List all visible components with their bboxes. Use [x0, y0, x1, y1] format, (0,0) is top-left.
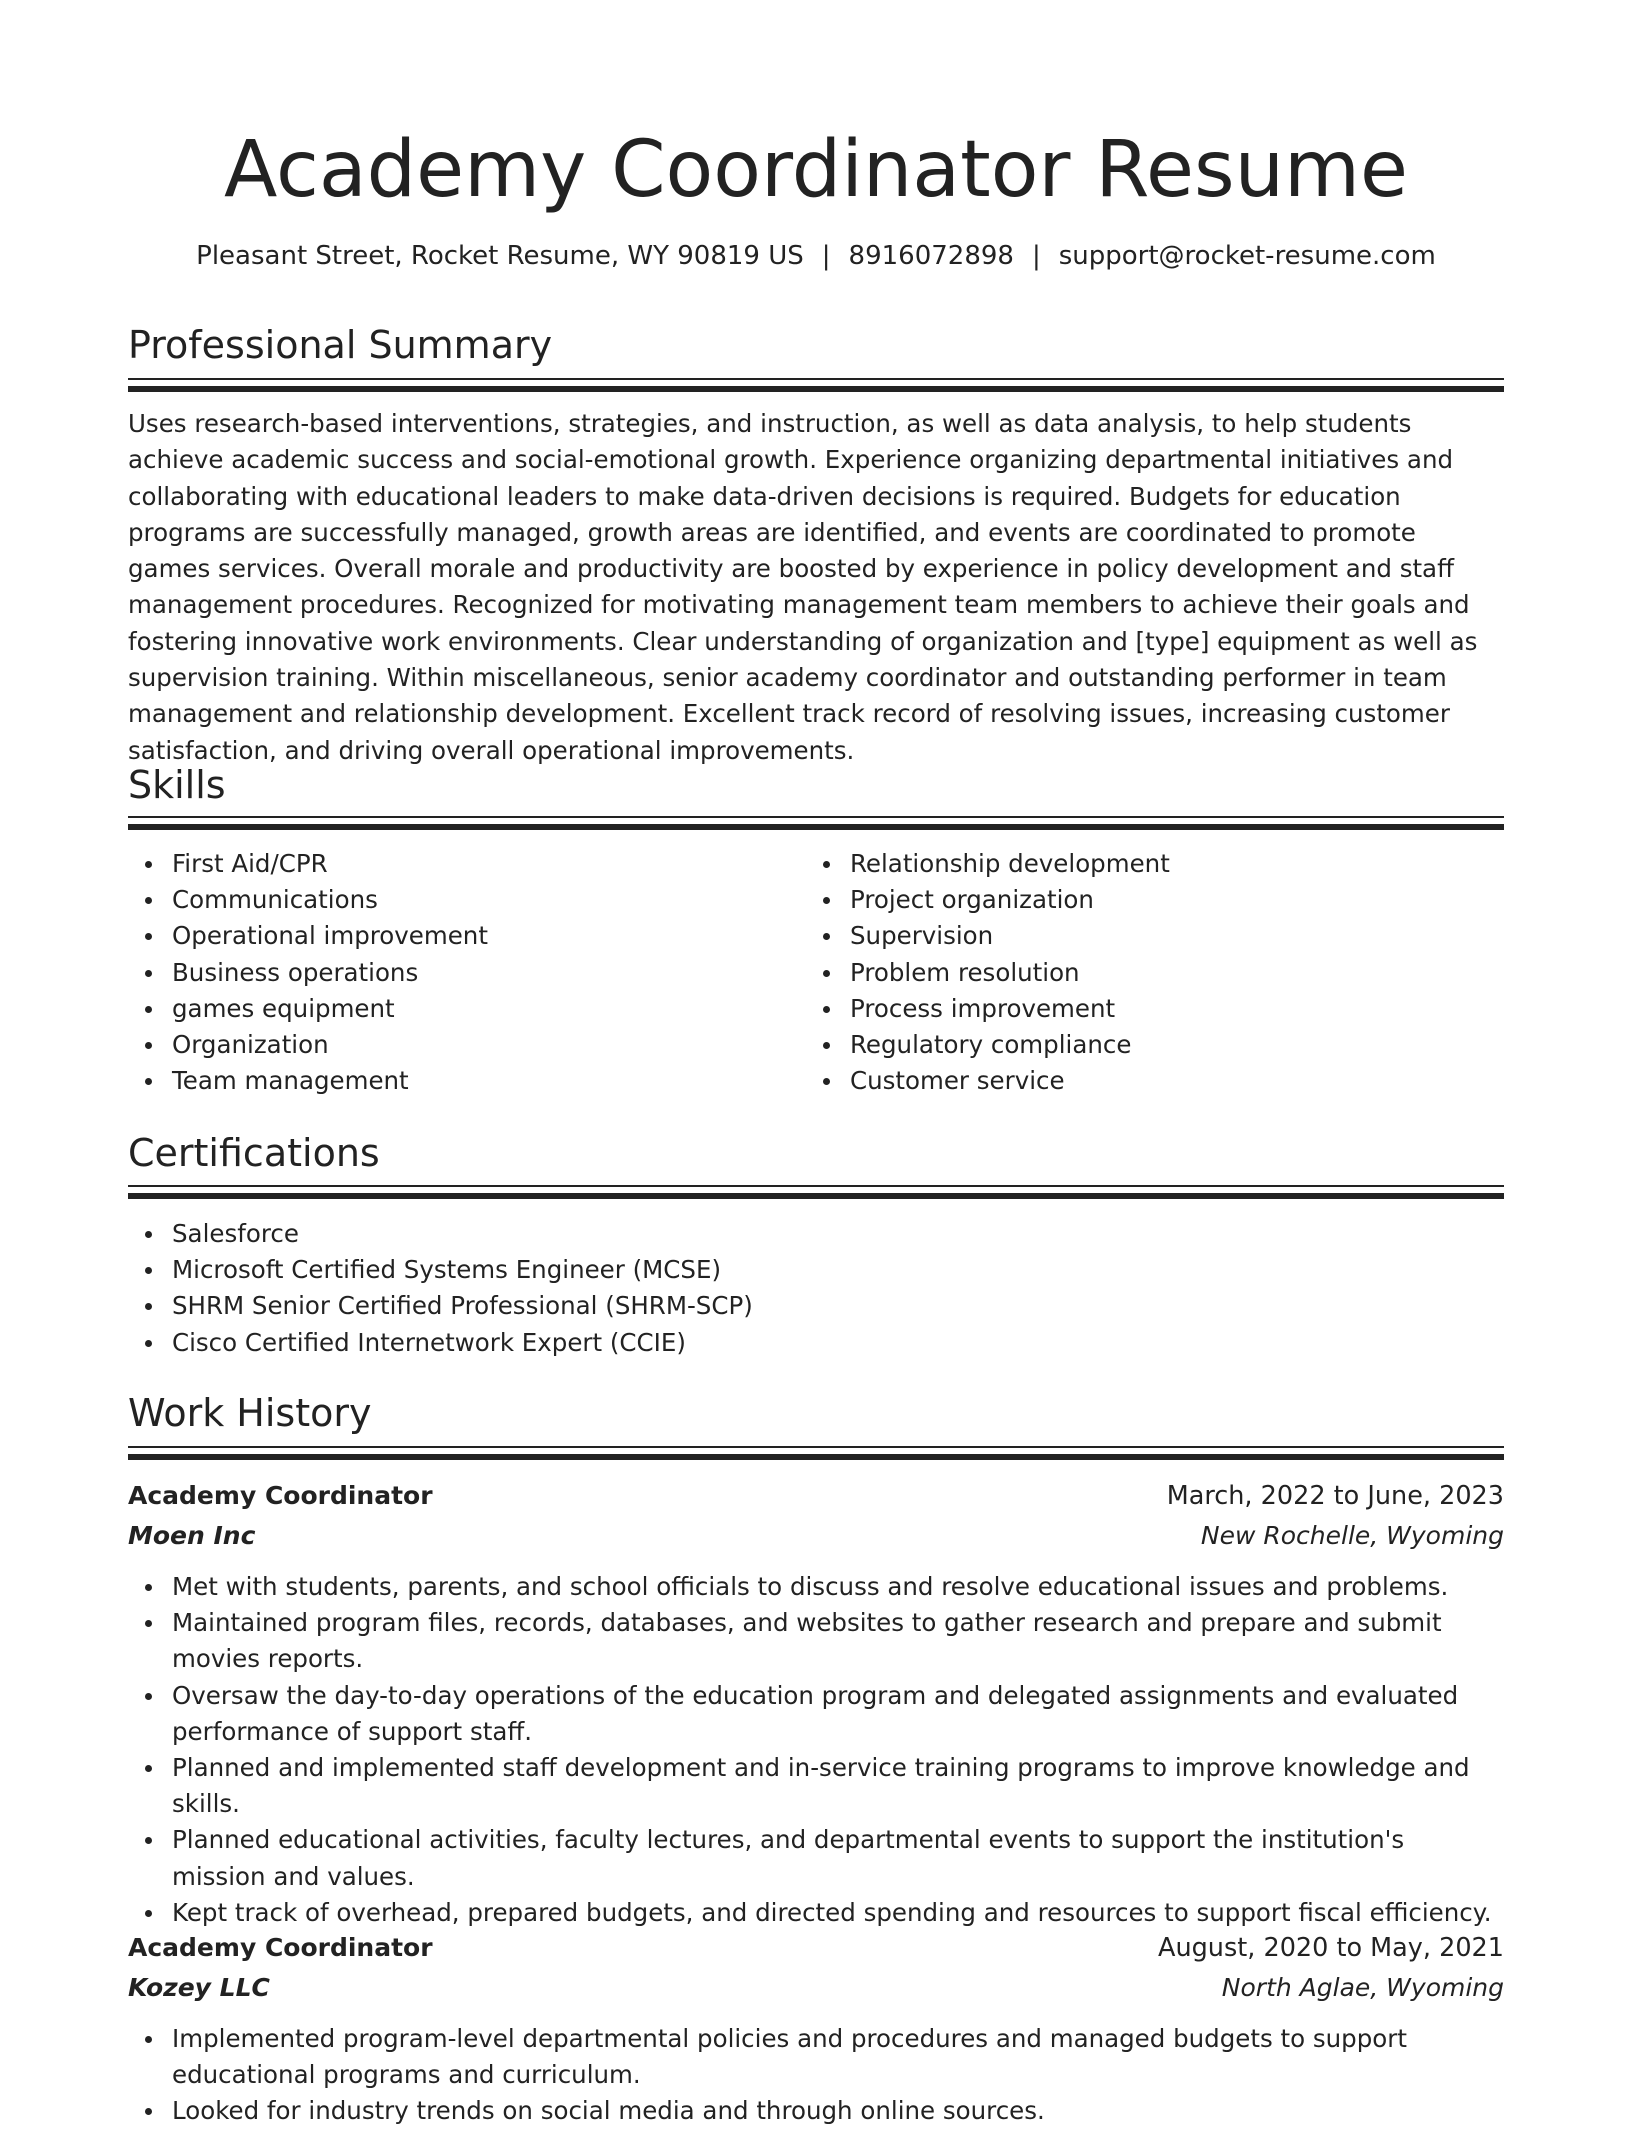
- skill-item: Business operations: [128, 955, 788, 991]
- certifications-list: [128, 1216, 1504, 1361]
- contact-phone: 8916072898: [848, 241, 1014, 271]
- job-bullet: Implemented program-level departmental policies and procedures and managed budgets to support educational programs and curriculum.: [128, 2021, 1504, 2093]
- contact-address: Pleasant Street, Rocket Resume, WY 90819 US: [196, 241, 804, 271]
- job-bullet: Kept track of overhead, prepared budgets, and directed spending and resources to support fiscal efficiency.: [128, 1895, 1504, 1931]
- job-title: Academy Coordinator: [128, 1933, 433, 1962]
- job-dates: August, 2020 to May, 2021: [1158, 1933, 1504, 1963]
- skill-item: Team management: [128, 1063, 788, 1099]
- job-header: [128, 1928, 1504, 1968]
- skill-item: Project organization: [806, 882, 1504, 918]
- contact-line: [128, 238, 1504, 274]
- job-bullet: Met with students, parents, and school officials to discuss and resolve educational issues and problems.: [128, 1569, 1504, 1605]
- certification-item: Salesforce: [128, 1216, 1504, 1252]
- section-title-skills: Skills: [128, 763, 226, 807]
- section-divider: [128, 1185, 1504, 1199]
- skill-item: Customer service: [806, 1063, 1504, 1099]
- skill-item: Organization: [128, 1027, 788, 1063]
- skill-item: First Aid/CPR: [128, 846, 788, 882]
- skills-list-right: [806, 846, 1504, 1099]
- job-subheader: [128, 1516, 1504, 1556]
- skill-item: Relationship development: [806, 846, 1504, 882]
- certification-item: SHRM Senior Certified Professional (SHRM-SCP): [128, 1288, 1504, 1324]
- contact-email: support@rocket-resume.com: [1058, 241, 1436, 271]
- summary-text: Uses research-based interventions, strategies, and instruction, as well as data analysis, to help students achieve academic success and social-emotional growth. Experience organizing departmental initiatives and collaborating with educational leaders to make data-driven decisions is required. Budgets for education programs are successfully managed, growth areas are identified, and events are coordinated to promote games services. Overall morale and productivity are boosted by experience in policy development and staff management procedures. Recognized for motivating management team members to achieve their goals and fostering innovative work environments. Clear understanding of organization and [type] equipment as well as supervision training. Within miscellaneous, senior academy coordinator and outstanding performer in team management and relationship development. Excellent track record of resolving issues, increasing customer satisfaction, and driving overall operational improvements.: [128, 409, 1478, 765]
- job-company: Kozey LLC: [128, 1973, 270, 2002]
- skill-item: Regulatory compliance: [806, 1027, 1504, 1063]
- job-bullet: Looked for industry trends on social media and through online sources.: [128, 2093, 1504, 2129]
- section-divider: [128, 378, 1504, 392]
- certification-item: Cisco Certified Internetwork Expert (CCIE): [128, 1325, 1504, 1361]
- section-title-work-history: Work History: [128, 1391, 372, 1435]
- skill-item: Problem resolution: [806, 955, 1504, 991]
- job-bullets: [128, 2021, 1504, 2130]
- contact-separator: |: [821, 241, 831, 271]
- certification-item: Microsoft Certified Systems Engineer (MCSE): [128, 1252, 1504, 1288]
- job-bullet: Planned educational activities, faculty lectures, and departmental events to support the institution's mission and values.: [128, 1822, 1504, 1894]
- job-bullets: [128, 1569, 1504, 1931]
- job-header: [128, 1476, 1504, 1516]
- job-company: Moen Inc: [128, 1521, 256, 1550]
- job-title: Academy Coordinator: [128, 1481, 433, 1510]
- skill-item: Communications: [128, 882, 788, 918]
- section-divider: [128, 1446, 1504, 1460]
- skill-item: Process improvement: [806, 991, 1504, 1027]
- skill-item: Supervision: [806, 918, 1504, 954]
- section-title-summary: Professional Summary: [128, 323, 553, 367]
- job-bullet: Oversaw the day-to-day operations of the education program and delegated assignments and evaluated performance of support staff.: [128, 1678, 1504, 1750]
- section-title-certifications: Certifications: [128, 1131, 380, 1175]
- skill-item: Operational improvement: [128, 918, 788, 954]
- skill-item: games equipment: [128, 991, 788, 1027]
- section-divider: [128, 816, 1504, 830]
- job-location: New Rochelle, Wyoming: [1200, 1521, 1504, 1550]
- job-subheader: [128, 1968, 1504, 2008]
- skills-list-left: [128, 846, 788, 1099]
- job-dates: March, 2022 to June, 2023: [1166, 1481, 1504, 1511]
- job-bullet: Planned and implemented staff development and in-service training programs to improve knowledge and skills.: [128, 1750, 1504, 1822]
- contact-separator: |: [1031, 241, 1041, 271]
- resume-name: Academy Coordinator Resume: [223, 125, 1408, 215]
- job-bullet: Maintained program files, records, databases, and websites to gather research and prepare and submit movies reports.: [128, 1605, 1504, 1677]
- job-location: North Aglae, Wyoming: [1221, 1973, 1504, 2002]
